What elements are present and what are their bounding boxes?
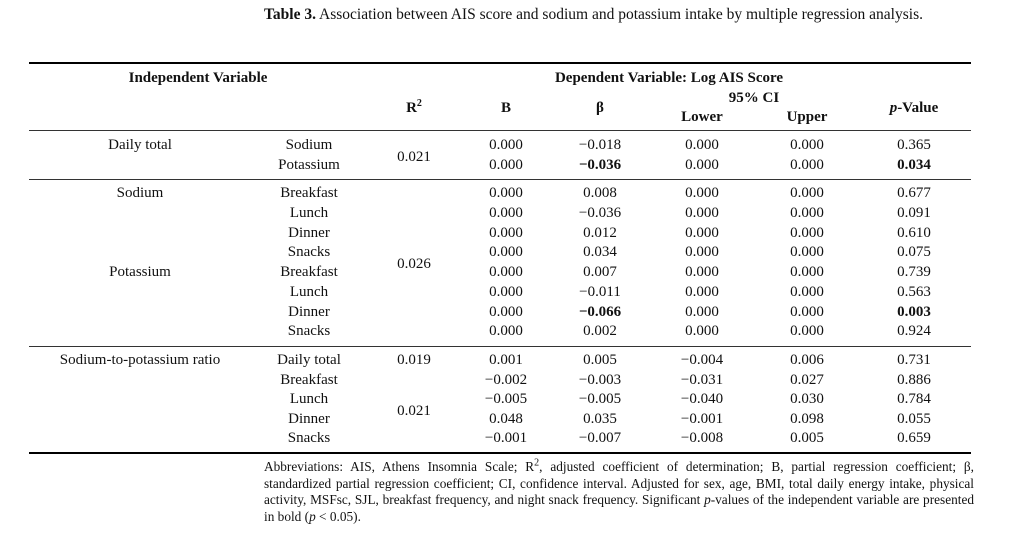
cell-p: 0.784	[897, 391, 931, 407]
cell-upper: 0.030	[790, 391, 824, 407]
cell-b: 0.000	[489, 264, 523, 280]
cell-p: 0.610	[897, 225, 931, 241]
table-footnote: Abbreviations: AIS, Athens Insomnia Scale; $R^2$, adjusted coefficient of determination; B, partial regression coefficient; β, standardized partial regression coefficient; CI, confidence interval. Adjusted for sex, age, BMI, total daily energy intake, physical activity, MSFsc, SJL, breakfast frequency, and night snack frequency. Significant p-values of the independent variable are presented in bold (p < 0.05).	[264, 457, 974, 524]
cell-beta: −0.007	[578, 430, 622, 446]
r2-ratio-meals: 0.021	[397, 403, 431, 419]
header-lower: Lower	[681, 109, 723, 125]
table-top-rule	[29, 62, 971, 64]
cell-upper: 0.000	[790, 244, 824, 260]
header-95-ci: 95% CI	[728, 90, 780, 106]
cell-b: 0.048	[489, 411, 523, 427]
header-p-value: p-Value	[889, 100, 939, 116]
cell-sub: Lunch	[289, 391, 329, 407]
cell-beta: −0.005	[578, 391, 622, 407]
r2-ratio-daily: 0.019	[397, 352, 431, 368]
cell-sub: Lunch	[289, 205, 329, 221]
cell-beta: −0.036	[578, 157, 622, 173]
cell-beta: 0.005	[583, 352, 617, 368]
cell-sub: Dinner	[288, 304, 330, 320]
cell-b: 0.000	[489, 244, 523, 260]
caption-text: Association between AIS score and sodium and potassium intake by multiple regression analysis.	[319, 6, 923, 23]
cell-sub: Breakfast	[280, 185, 338, 201]
cell-lower: 0.000	[685, 185, 719, 201]
cell-sub: Potassium	[278, 157, 340, 173]
cell-b: 0.000	[489, 225, 523, 241]
cell-p: 0.365	[897, 137, 931, 153]
cell-p: 0.075	[897, 244, 931, 260]
cell-sub: Breakfast	[280, 372, 338, 388]
cell-p: 0.055	[897, 411, 931, 427]
cell-b: 0.000	[489, 137, 523, 153]
cell-beta: 0.007	[583, 264, 617, 280]
cell-upper: 0.000	[790, 157, 824, 173]
cell-p: 0.731	[897, 352, 931, 368]
group-daily-total: Daily total	[108, 137, 172, 153]
cell-beta: 0.034	[583, 244, 617, 260]
cell-upper: 0.000	[790, 284, 824, 300]
cell-beta: 0.008	[583, 185, 617, 201]
cell-p: 0.739	[897, 264, 931, 280]
cell-b: −0.005	[484, 391, 528, 407]
r2-daily-total: 0.021	[397, 149, 431, 165]
cell-upper: 0.027	[790, 372, 824, 388]
cell-upper: 0.000	[790, 225, 824, 241]
cell-b: 0.000	[489, 157, 523, 173]
cell-sub: Snacks	[287, 323, 331, 339]
header-independent-variable: Independent Variable	[128, 70, 268, 86]
caption-label: Table 3.	[264, 6, 316, 23]
cell-lower: 0.000	[685, 205, 719, 221]
group-ratio: Sodium-to-potassium ratio	[59, 352, 221, 368]
cell-p: 0.659	[897, 430, 931, 446]
group-sodium: Sodium	[116, 185, 164, 201]
cell-beta: −0.011	[579, 284, 621, 300]
section-rule-1	[29, 179, 971, 180]
cell-upper: 0.005	[790, 430, 824, 446]
header-rule	[29, 130, 971, 131]
cell-sub: Daily total	[277, 352, 341, 368]
cell-lower: 0.000	[685, 244, 719, 260]
cell-beta: −0.018	[578, 137, 622, 153]
cell-beta: −0.036	[578, 205, 622, 221]
cell-p: 0.924	[897, 323, 931, 339]
header-b: B	[500, 100, 512, 116]
cell-beta: 0.012	[583, 225, 617, 241]
cell-upper: 0.006	[790, 352, 824, 368]
cell-sub: Snacks	[287, 244, 331, 260]
cell-sub: Dinner	[288, 225, 330, 241]
cell-lower: −0.031	[680, 372, 724, 388]
cell-upper: 0.098	[790, 411, 824, 427]
cell-lower: −0.008	[680, 430, 724, 446]
cell-upper: 0.000	[790, 264, 824, 280]
cell-lower: 0.000	[685, 157, 719, 173]
cell-upper: 0.000	[790, 323, 824, 339]
cell-lower: 0.000	[685, 304, 719, 320]
cell-beta: 0.035	[583, 411, 617, 427]
cell-lower: 0.000	[685, 284, 719, 300]
cell-b: 0.001	[489, 352, 523, 368]
cell-lower: −0.001	[680, 411, 724, 427]
cell-b: −0.001	[484, 430, 528, 446]
cell-upper: 0.000	[790, 137, 824, 153]
cell-b: 0.000	[489, 323, 523, 339]
cell-sub: Breakfast	[280, 264, 338, 280]
r2-meals: 0.026	[397, 256, 431, 272]
header-beta: β	[596, 100, 604, 116]
cell-b: −0.002	[484, 372, 528, 388]
header-dependent-variable: Dependent Variable: Log AIS Score	[554, 70, 784, 86]
header-r2: $R^2$	[406, 98, 422, 116]
header-upper: Upper	[786, 109, 828, 125]
cell-lower: −0.040	[680, 391, 724, 407]
cell-lower: −0.004	[680, 352, 724, 368]
cell-beta: −0.003	[578, 372, 622, 388]
cell-p: 0.003	[897, 304, 931, 320]
cell-beta: 0.002	[583, 323, 617, 339]
table-bottom-rule	[29, 452, 971, 454]
cell-lower: 0.000	[685, 264, 719, 280]
cell-p: 0.886	[897, 372, 931, 388]
cell-p: 0.563	[897, 284, 931, 300]
section-rule-2	[29, 346, 971, 347]
cell-b: 0.000	[489, 284, 523, 300]
cell-beta: −0.066	[578, 304, 622, 320]
cell-upper: 0.000	[790, 304, 824, 320]
cell-sub: Snacks	[287, 430, 331, 446]
group-potassium: Potassium	[109, 264, 171, 280]
cell-sub: Sodium	[285, 137, 333, 153]
cell-lower: 0.000	[685, 323, 719, 339]
cell-p: 0.034	[897, 157, 931, 173]
cell-b: 0.000	[489, 304, 523, 320]
cell-lower: 0.000	[685, 225, 719, 241]
cell-sub: Lunch	[289, 284, 329, 300]
cell-p: 0.091	[897, 205, 931, 221]
cell-upper: 0.000	[790, 205, 824, 221]
cell-upper: 0.000	[790, 185, 824, 201]
table-caption	[264, 4, 984, 26]
cell-lower: 0.000	[685, 137, 719, 153]
cell-b: 0.000	[489, 205, 523, 221]
cell-sub: Dinner	[288, 411, 330, 427]
cell-b: 0.000	[489, 185, 523, 201]
cell-p: 0.677	[897, 185, 931, 201]
